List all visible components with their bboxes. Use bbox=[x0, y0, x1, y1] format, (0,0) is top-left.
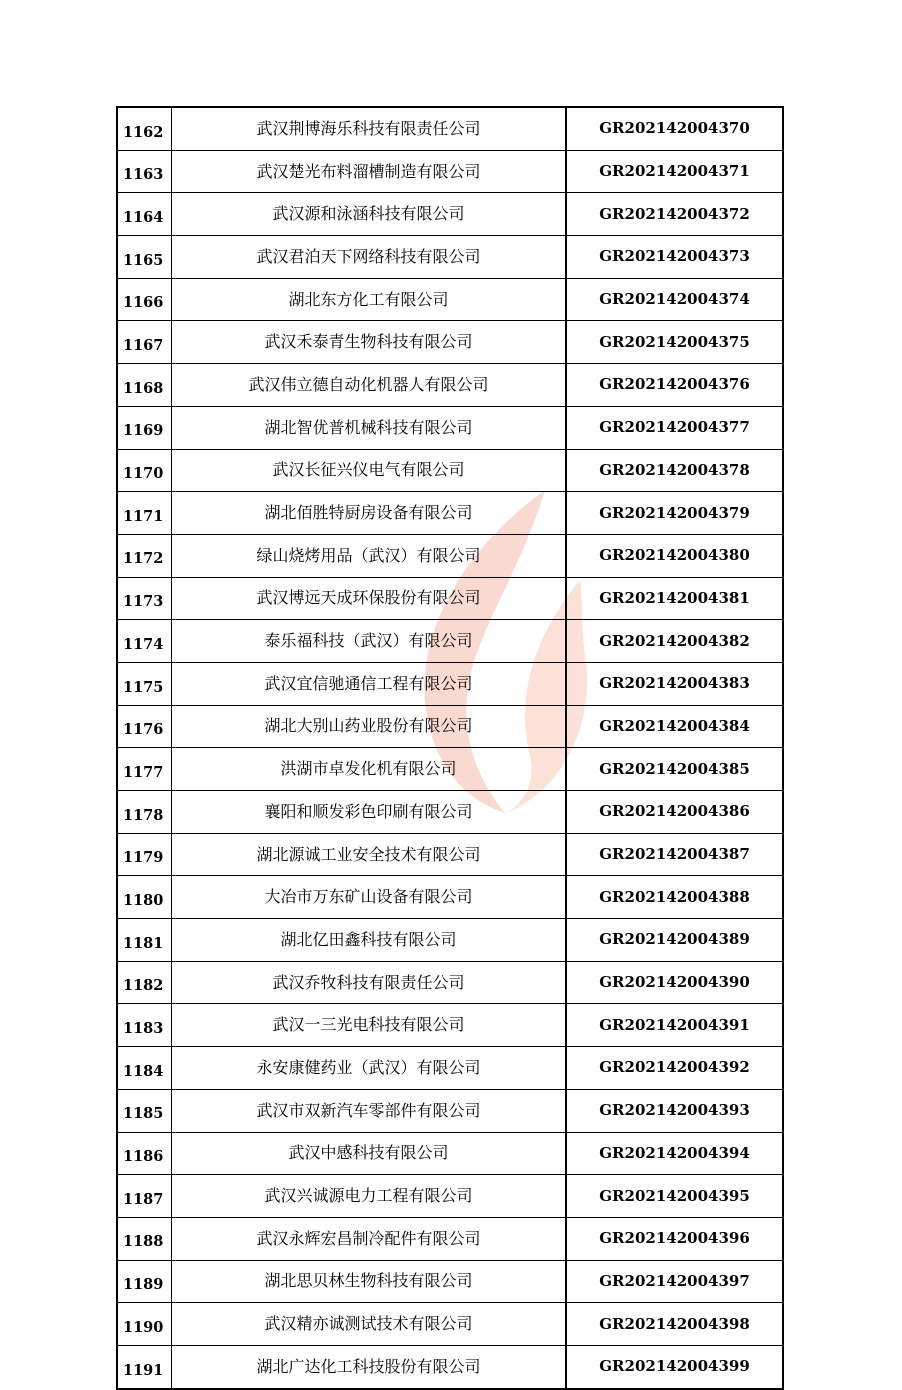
table-row bbox=[117, 278, 783, 321]
row-number: 1181 bbox=[117, 919, 172, 962]
company-name: 武汉中感科技有限公司 bbox=[172, 1132, 567, 1175]
row-number: 1175 bbox=[117, 662, 172, 705]
table-body bbox=[117, 107, 783, 1389]
row-number: 1188 bbox=[117, 1217, 172, 1260]
certificate-number: GR202142004388 bbox=[566, 876, 783, 919]
table-row bbox=[117, 662, 783, 705]
certificate-number: GR202142004398 bbox=[566, 1303, 783, 1346]
company-name: 绿山烧烤用品（武汉）有限公司 bbox=[172, 534, 567, 577]
table-row bbox=[117, 321, 783, 364]
table-row bbox=[117, 833, 783, 876]
table-row bbox=[117, 620, 783, 663]
table-row bbox=[117, 876, 783, 919]
certificate-number: GR202142004381 bbox=[566, 577, 783, 620]
company-name: 武汉君泊天下网络科技有限公司 bbox=[172, 236, 567, 279]
company-name: 湖北源诚工业安全技术有限公司 bbox=[172, 833, 567, 876]
certificate-number: GR202142004383 bbox=[566, 662, 783, 705]
company-name: 湖北东方化工有限公司 bbox=[172, 278, 567, 321]
company-name: 武汉长征兴仪电气有限公司 bbox=[172, 449, 567, 492]
certificate-number: GR202142004384 bbox=[566, 705, 783, 748]
table-row bbox=[117, 961, 783, 1004]
certificate-number: GR202142004377 bbox=[566, 406, 783, 449]
company-name: 湖北大别山药业股份有限公司 bbox=[172, 705, 567, 748]
certificate-number: GR202142004385 bbox=[566, 748, 783, 791]
company-name: 武汉永辉宏昌制冷配件有限公司 bbox=[172, 1217, 567, 1260]
company-name: 永安康健药业（武汉）有限公司 bbox=[172, 1047, 567, 1090]
row-number: 1171 bbox=[117, 492, 172, 535]
certificate-number: GR202142004393 bbox=[566, 1089, 783, 1132]
table-row bbox=[117, 236, 783, 279]
row-number: 1190 bbox=[117, 1303, 172, 1346]
certificate-number: GR202142004376 bbox=[566, 364, 783, 407]
row-number: 1169 bbox=[117, 406, 172, 449]
certificate-number: GR202142004399 bbox=[566, 1345, 783, 1388]
company-name: 武汉兴诚源电力工程有限公司 bbox=[172, 1175, 567, 1218]
certificate-number: GR202142004371 bbox=[566, 150, 783, 193]
table-row bbox=[117, 919, 783, 962]
row-number: 1164 bbox=[117, 193, 172, 236]
row-number: 1179 bbox=[117, 833, 172, 876]
company-name: 湖北广达化工科技股份有限公司 bbox=[172, 1345, 567, 1388]
certificate-number: GR202142004372 bbox=[566, 193, 783, 236]
row-number: 1170 bbox=[117, 449, 172, 492]
table-row bbox=[117, 748, 783, 791]
certificate-number: GR202142004378 bbox=[566, 449, 783, 492]
company-name: 洪湖市卓发化机有限公司 bbox=[172, 748, 567, 791]
certificate-number: GR202142004370 bbox=[566, 107, 783, 150]
company-name: 湖北亿田鑫科技有限公司 bbox=[172, 919, 567, 962]
company-name: 武汉源和泳涵科技有限公司 bbox=[172, 193, 567, 236]
company-name: 大冶市万东矿山设备有限公司 bbox=[172, 876, 567, 919]
company-name: 武汉一三光电科技有限公司 bbox=[172, 1004, 567, 1047]
row-number: 1173 bbox=[117, 577, 172, 620]
certificate-number: GR202142004387 bbox=[566, 833, 783, 876]
table-row bbox=[117, 1175, 783, 1218]
certificate-number: GR202142004396 bbox=[566, 1217, 783, 1260]
company-name: 武汉精亦诚测试技术有限公司 bbox=[172, 1303, 567, 1346]
certificate-number: GR202142004386 bbox=[566, 791, 783, 834]
company-name: 湖北智优普机械科技有限公司 bbox=[172, 406, 567, 449]
row-number: 1183 bbox=[117, 1004, 172, 1047]
company-name: 武汉荆博海乐科技有限责任公司 bbox=[172, 107, 567, 150]
table-row bbox=[117, 1132, 783, 1175]
row-number: 1184 bbox=[117, 1047, 172, 1090]
row-number: 1186 bbox=[117, 1132, 172, 1175]
company-name: 武汉博远天成环保股份有限公司 bbox=[172, 577, 567, 620]
company-name: 武汉市双新汽车零部件有限公司 bbox=[172, 1089, 567, 1132]
table-row bbox=[117, 364, 783, 407]
row-number: 1172 bbox=[117, 534, 172, 577]
row-number: 1189 bbox=[117, 1260, 172, 1303]
table-row bbox=[117, 1260, 783, 1303]
table-row bbox=[117, 705, 783, 748]
row-number: 1176 bbox=[117, 705, 172, 748]
table-row bbox=[117, 150, 783, 193]
certificate-number: GR202142004394 bbox=[566, 1132, 783, 1175]
table-row bbox=[117, 1217, 783, 1260]
certificate-number: GR202142004382 bbox=[566, 620, 783, 663]
table-row bbox=[117, 1345, 783, 1388]
company-name: 襄阳和顺发彩色印刷有限公司 bbox=[172, 791, 567, 834]
row-number: 1174 bbox=[117, 620, 172, 663]
row-number: 1187 bbox=[117, 1175, 172, 1218]
row-number: 1182 bbox=[117, 961, 172, 1004]
company-name: 武汉楚光布料溜槽制造有限公司 bbox=[172, 150, 567, 193]
table-row bbox=[117, 577, 783, 620]
certificate-number: GR202142004397 bbox=[566, 1260, 783, 1303]
certificate-number: GR202142004380 bbox=[566, 534, 783, 577]
table-row bbox=[117, 534, 783, 577]
row-number: 1178 bbox=[117, 791, 172, 834]
table-row bbox=[117, 1047, 783, 1090]
row-number: 1191 bbox=[117, 1345, 172, 1388]
table-row bbox=[117, 406, 783, 449]
table-row bbox=[117, 449, 783, 492]
certificate-number: GR202142004395 bbox=[566, 1175, 783, 1218]
table-row bbox=[117, 107, 783, 150]
certificate-number: GR202142004374 bbox=[566, 278, 783, 321]
certificate-number: GR202142004379 bbox=[566, 492, 783, 535]
certificate-number: GR202142004389 bbox=[566, 919, 783, 962]
table-row bbox=[117, 193, 783, 236]
row-number: 1166 bbox=[117, 278, 172, 321]
table-row bbox=[117, 1089, 783, 1132]
row-number: 1167 bbox=[117, 321, 172, 364]
table-row bbox=[117, 492, 783, 535]
table-row bbox=[117, 1004, 783, 1047]
company-name: 武汉乔牧科技有限责任公司 bbox=[172, 961, 567, 1004]
certificate-number: GR202142004392 bbox=[566, 1047, 783, 1090]
table-row bbox=[117, 791, 783, 834]
company-name: 武汉伟立德自动化机器人有限公司 bbox=[172, 364, 567, 407]
row-number: 1180 bbox=[117, 876, 172, 919]
certificate-number: GR202142004373 bbox=[566, 236, 783, 279]
company-name: 武汉宜信驰通信工程有限公司 bbox=[172, 662, 567, 705]
company-name: 泰乐福科技（武汉）有限公司 bbox=[172, 620, 567, 663]
row-number: 1162 bbox=[117, 107, 172, 150]
table-row bbox=[117, 1303, 783, 1346]
certificate-number: GR202142004390 bbox=[566, 961, 783, 1004]
row-number: 1165 bbox=[117, 236, 172, 279]
row-number: 1168 bbox=[117, 364, 172, 407]
company-name: 湖北思贝林生物科技有限公司 bbox=[172, 1260, 567, 1303]
certificate-number: GR202142004391 bbox=[566, 1004, 783, 1047]
certificate-number: GR202142004375 bbox=[566, 321, 783, 364]
company-name: 武汉禾泰青生物科技有限公司 bbox=[172, 321, 567, 364]
row-number: 1163 bbox=[117, 150, 172, 193]
company-name: 湖北佰胜特厨房设备有限公司 bbox=[172, 492, 567, 535]
company-list-table bbox=[116, 106, 784, 1390]
row-number: 1177 bbox=[117, 748, 172, 791]
row-number: 1185 bbox=[117, 1089, 172, 1132]
